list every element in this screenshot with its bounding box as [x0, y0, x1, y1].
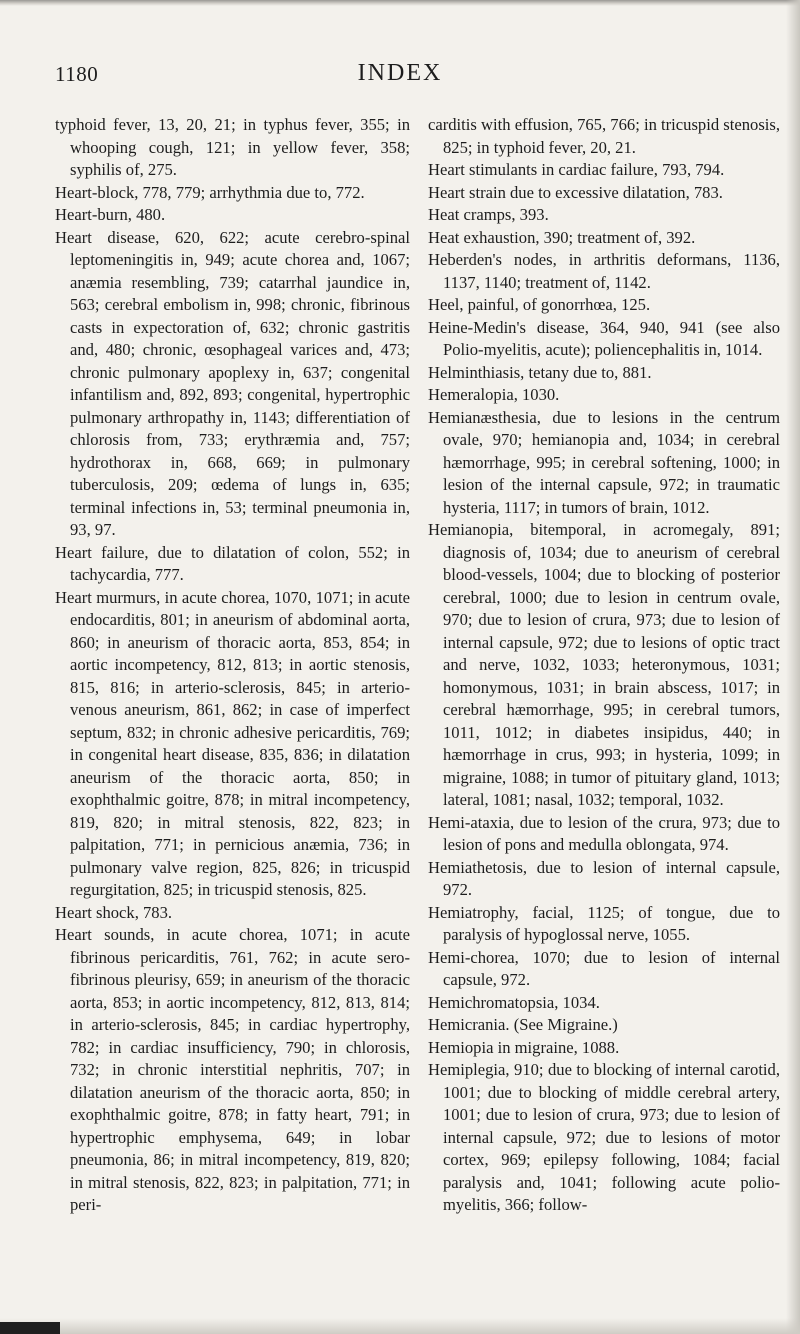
binding-mark: [0, 1322, 60, 1334]
index-entry: Heart failure, due to dilatation of colon, 552; in tachycardia, 777.: [55, 542, 410, 584]
index-entry: Heart shock, 783.: [55, 902, 173, 922]
index-column-right: [428, 114, 780, 1217]
index-entry: Heine-Medin's disease, 364, 940, 941 (see also Polio-myelitis, acute); poliencephalitis in, 1014.: [428, 317, 780, 359]
page-edge-shadow: [786, 0, 800, 1334]
index-entry: Hemi-chorea, 1070; due to lesion of internal capsule, 972.: [428, 947, 780, 989]
index-entry: Hemianopia, bitemporal, in acromegaly, 891; diagnosis of, 1034; due to aneurism of cerebral blood-vessels, 1004; due to blocking of posterior cerebral, 1000; due to lesion in centrum ovale, 970; due to lesion of crura, 973; due to lesion of internal capsule, 972; due to lesions of optic tract and nerve, 1032, 1033; heteronymous, 1031; homonymous, 1031; in brain abscess, 1017; in cerebral hæmorrhage, 995; in cerebral tumors, 1011, 1012; in diabetes insipidus, 440; in hæmorrhage in crus, 993; in hysteria, 1099; in migraine, 1088; in tumor of pituitary gland, 1013; lateral, 1081; nasal, 1032; temporal, 1032.: [428, 520, 780, 809]
index-entry: Helminthiasis, tetany due to, 881.: [428, 362, 652, 382]
index-entry: Heart disease, 620, 622; acute cerebro-spinal leptomeningitis in, 949; acute chorea and, 1067; anæmia resembling, 739; catarrhal jaundice in, 563; cerebral embolism in, 998; chronic, fibrinous casts in expectoration of, 632; chronic gastritis and, 480; chronic, œsophageal varices and, 473; chronic pulmonary apoplexy in, 637; congenital infantilism and, 892, 893; congenital, hypertrophic pulmonary arthropathy in, 1143; differentiation of chlorosis from, 733; erythræmia and, 757; hydrothorax in, 668, 669; in pulmonary tuberculosis, 209; œdema of lungs in, 635; terminal infections in, 53; terminal pneumonia in, 93, 97.: [55, 227, 410, 539]
index-entry: Hemichromatopsia, 1034.: [428, 992, 600, 1012]
index-entry: Heart-burn, 480.: [55, 205, 166, 224]
index-entry: Hemeralopia, 1030.: [428, 385, 560, 404]
index-entry: Heart-block, 778, 779; arrhythmia due to, 772.: [55, 182, 365, 202]
index-entry: Heart murmurs, in acute chorea, 1070, 1071; in acute endocarditis, 801; in aneurism of abdominal aorta, 860; in aneurism of thoracic aorta, 853, 854; in aortic incompetency, 812, 813; in aortic stenosis, 815, 816; in arterio-sclerosis, 845; in arterio-venous aneurism, 861, 862; in case of imperfect septum, 832; in chronic adhesive pericarditis, 769; in congenital heart disease, 835, 836; in dilatation aneurism of the thoracic aorta, 850; in exophthalmic goitre, 878; in mitral incompetency, 819, 820; in mitral stenosis, 822, 823; in palpitation, 771; in pernicious anæmia, 736; in pulmonary valve region, 825, 826; in tricuspid regurgitation, 825; in tricuspid stenosis, 825.: [55, 587, 410, 899]
page-title: INDEX: [357, 60, 443, 86]
index-entry: Heberden's nodes, in arthritis deformans, 1136, 1137, 1140; treatment of, 1142.: [428, 250, 780, 292]
index-entry: Hemiplegia, 910; due to blocking of internal carotid, 1001; due to blocking of middle cerebral artery, 1001; due to lesion of crura, 973; due to lesion of internal capsule, 972; due to lesions of motor cortex, 969; epilepsy following, 1084; facial paralysis and, 1041; following acute polio-myelitis, 366; follow-: [428, 1060, 780, 1214]
index-entry: Hemicrania. (See Migraine.): [428, 1015, 618, 1034]
top-edge: [0, 0, 800, 6]
index-entry: Hemiathetosis, due to lesion of internal capsule, 972.: [428, 857, 780, 899]
index-entry: Heart sounds, in acute chorea, 1071; in acute fibrinous pericarditis, 761, 762; in acute sero-fibrinous pleurisy, 659; in aneurism of the thoracic aorta, 853; in aortic incompetency, 812, 813, 814; in arterio-sclerosis, 845; in cardiac hypertrophy, 782; in cardiac insufficiency, 790; in chlorosis, 732; in chronic interstitial nephritis, 707; in dilatation aneurism of the thoracic aorta, 850; in exophthalmic goitre, 878; in fatty heart, 791; in hypertrophic emphysema, 649; in lobar pneumonia, 86; in mitral incompetency, 819, 820; in mitral stenosis, 822, 823; in palpitation, 771; in peri-: [55, 925, 410, 1214]
index-entry: typhoid fever, 13, 20, 21; in typhus fever, 355; in whooping cough, 121; in yellow fever, 358; syphilis of, 275.: [55, 115, 410, 179]
index-column-left: [55, 114, 410, 1217]
index-entry: Hemiatrophy, facial, 1125; of tongue, due to paralysis of hypoglossal nerve, 1055.: [428, 902, 780, 944]
page-number: 1180: [55, 62, 99, 86]
index-entry: Heat cramps, 393.: [428, 205, 549, 224]
index-entry: Heart strain due to excessive dilatation, 783.: [428, 182, 723, 202]
index-entry: carditis with effusion, 765, 766; in tricuspid stenosis, 825; in typhoid fever, 20, 21.: [428, 115, 780, 157]
index-entry: Hemi-ataxia, due to lesion of the crura, 973; due to lesion of pons and medulla oblongata, 974.: [428, 812, 780, 854]
index-entry: Heart stimulants in cardiac failure, 793, 794.: [428, 160, 725, 179]
index-entry: Hemianæsthesia, due to lesions in the centrum ovale, 970; hemianopia and, 1034; in cerebral hæmorrhage, 995; in cerebral softening, 1000; in lesion of the internal capsule, 972; in traumatic hysteria, 1117; in tumors of brain, 1012.: [428, 407, 780, 517]
index-entry: Heat exhaustion, 390; treatment of, 392.: [428, 227, 696, 247]
bottom-edge-shadow: [0, 1318, 800, 1334]
index-entry: Hemiopia in migraine, 1088.: [428, 1037, 620, 1057]
index-entry: Heel, painful, of gonorrhœa, 125.: [428, 295, 651, 314]
